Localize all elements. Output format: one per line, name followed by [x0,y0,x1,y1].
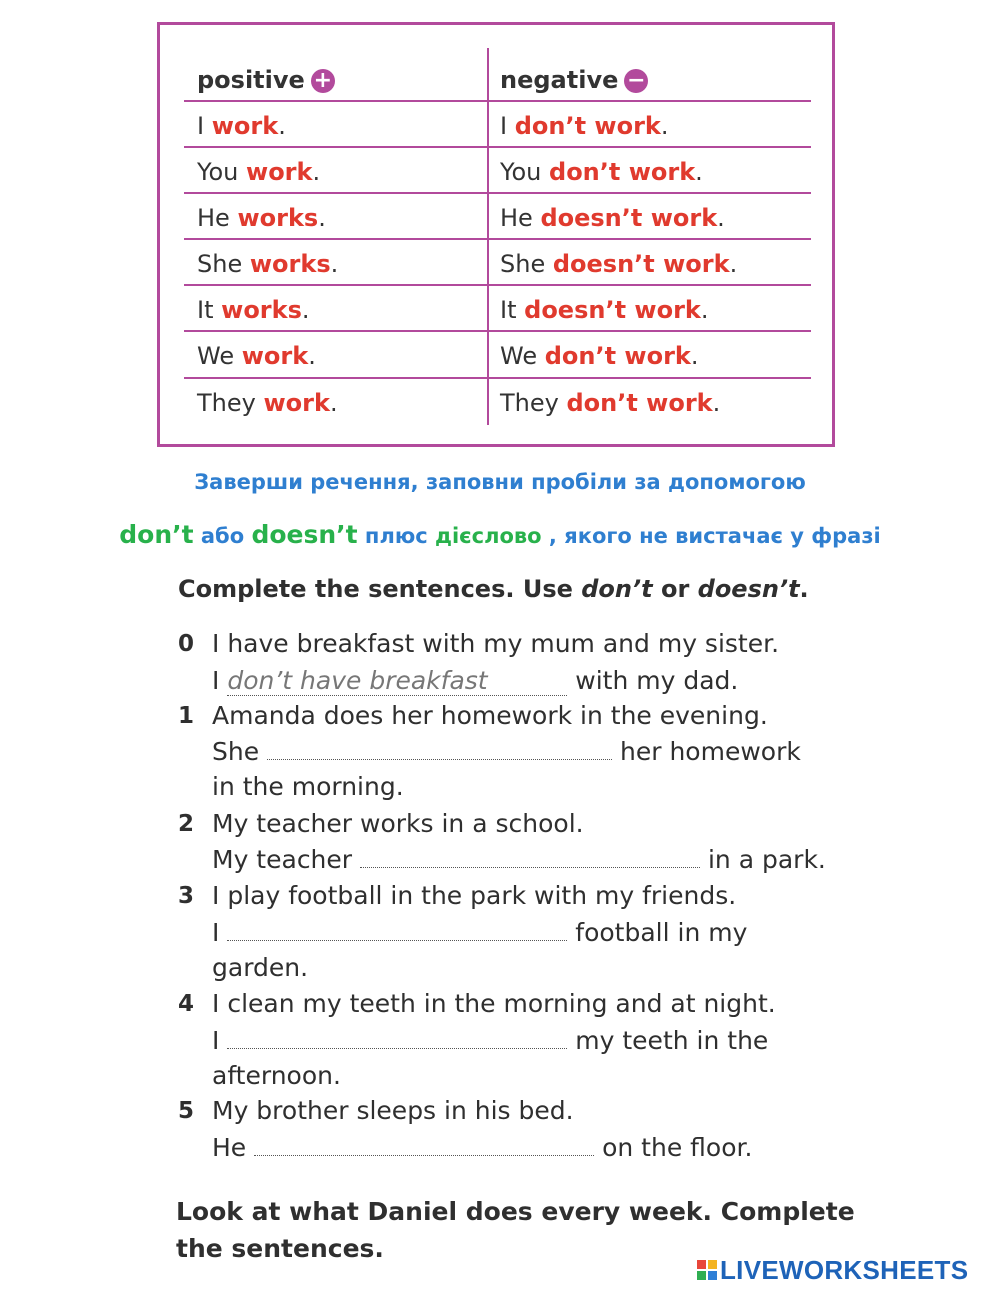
exercise-title: Complete the sentences. Use don’t or doesn’t. [178,575,809,603]
item-sentence: My teacher works in a school. [212,809,584,838]
answer-field-2[interactable] [360,847,700,868]
item-number: 1 [178,703,195,729]
negative-cell: I don’t work. [500,112,669,140]
item-number: 2 [178,811,195,837]
negative-cell: They don’t work. [500,389,721,417]
logo-mark-icon [697,1260,717,1280]
item-number: 4 [178,991,195,1017]
answer-field-4[interactable] [227,1028,567,1049]
negative-cell: It doesn’t work. [500,296,709,324]
positive-cell: We work. [197,342,316,370]
plus-icon: + [311,69,335,93]
item-sentence: Amanda does her homework in the evening. [212,701,768,730]
answer-field-5[interactable] [254,1135,594,1156]
answer-field-0[interactable]: don’t have breakfast [227,666,567,696]
negative-header: negative − [500,55,648,101]
exercise2-instruction: Look at what Daniel does every week. Complete the sentences. [176,1197,855,1263]
item-answer-line: He on the floor. [212,1133,753,1162]
table-row [184,378,811,424]
instruction-ua-line1: Заверши речення, заповни пробіли за допомогою [194,470,806,494]
table-row [184,101,811,147]
item-number: 5 [178,1098,195,1124]
item-answer-line: I football in my [212,918,748,947]
item-answer-line: She her homework [212,737,801,766]
negative-cell: We don’t work. [500,342,699,370]
item-answer-line: My teacher in a park. [212,845,826,874]
instruction-ua-line2: don’t або doesn’t плюс дієслово , якого не вистачає у фразі [119,520,881,549]
negative-cell: He doesn’t work. [500,204,725,232]
item-number: 0 [178,631,195,657]
positive-cell: They work. [197,389,338,417]
table-row [184,193,811,239]
minus-icon: − [624,69,648,93]
item-continuation: afternoon. [212,1061,341,1090]
item-continuation: in the morning. [212,772,404,801]
item-number: 3 [178,883,195,909]
table-row [184,331,811,377]
table-row [184,239,811,285]
positive-cell: She works. [197,250,339,278]
item-continuation: garden. [212,953,309,982]
positive-cell: He works. [197,204,326,232]
item-sentence: My brother sleeps in his bed. [212,1096,574,1125]
answer-field-3[interactable] [227,920,567,941]
table-row [184,285,811,331]
liveworksheets-logo[interactable] [697,1256,968,1284]
answer-field-1[interactable] [267,739,612,760]
positive-cell: I work. [197,112,286,140]
positive-cell: You work. [197,158,321,186]
item-answer-line: I don’t have breakfast with my dad. [212,666,739,695]
logo-text: LIVEWORKSHEETS [720,1254,969,1285]
positive-cell: It works. [197,296,310,324]
item-sentence: I have breakfast with my mum and my sister. [212,629,780,658]
item-sentence: I clean my teeth in the morning and at night. [212,989,776,1018]
negative-cell: She doesn’t work. [500,250,738,278]
negative-cell: You don’t work. [500,158,703,186]
item-answer-line: I my teeth in the [212,1026,769,1055]
item-sentence: I play football in the park with my friends. [212,881,737,910]
table-row [184,147,811,193]
table-header-row [184,55,811,101]
positive-header: positive + [197,55,335,101]
